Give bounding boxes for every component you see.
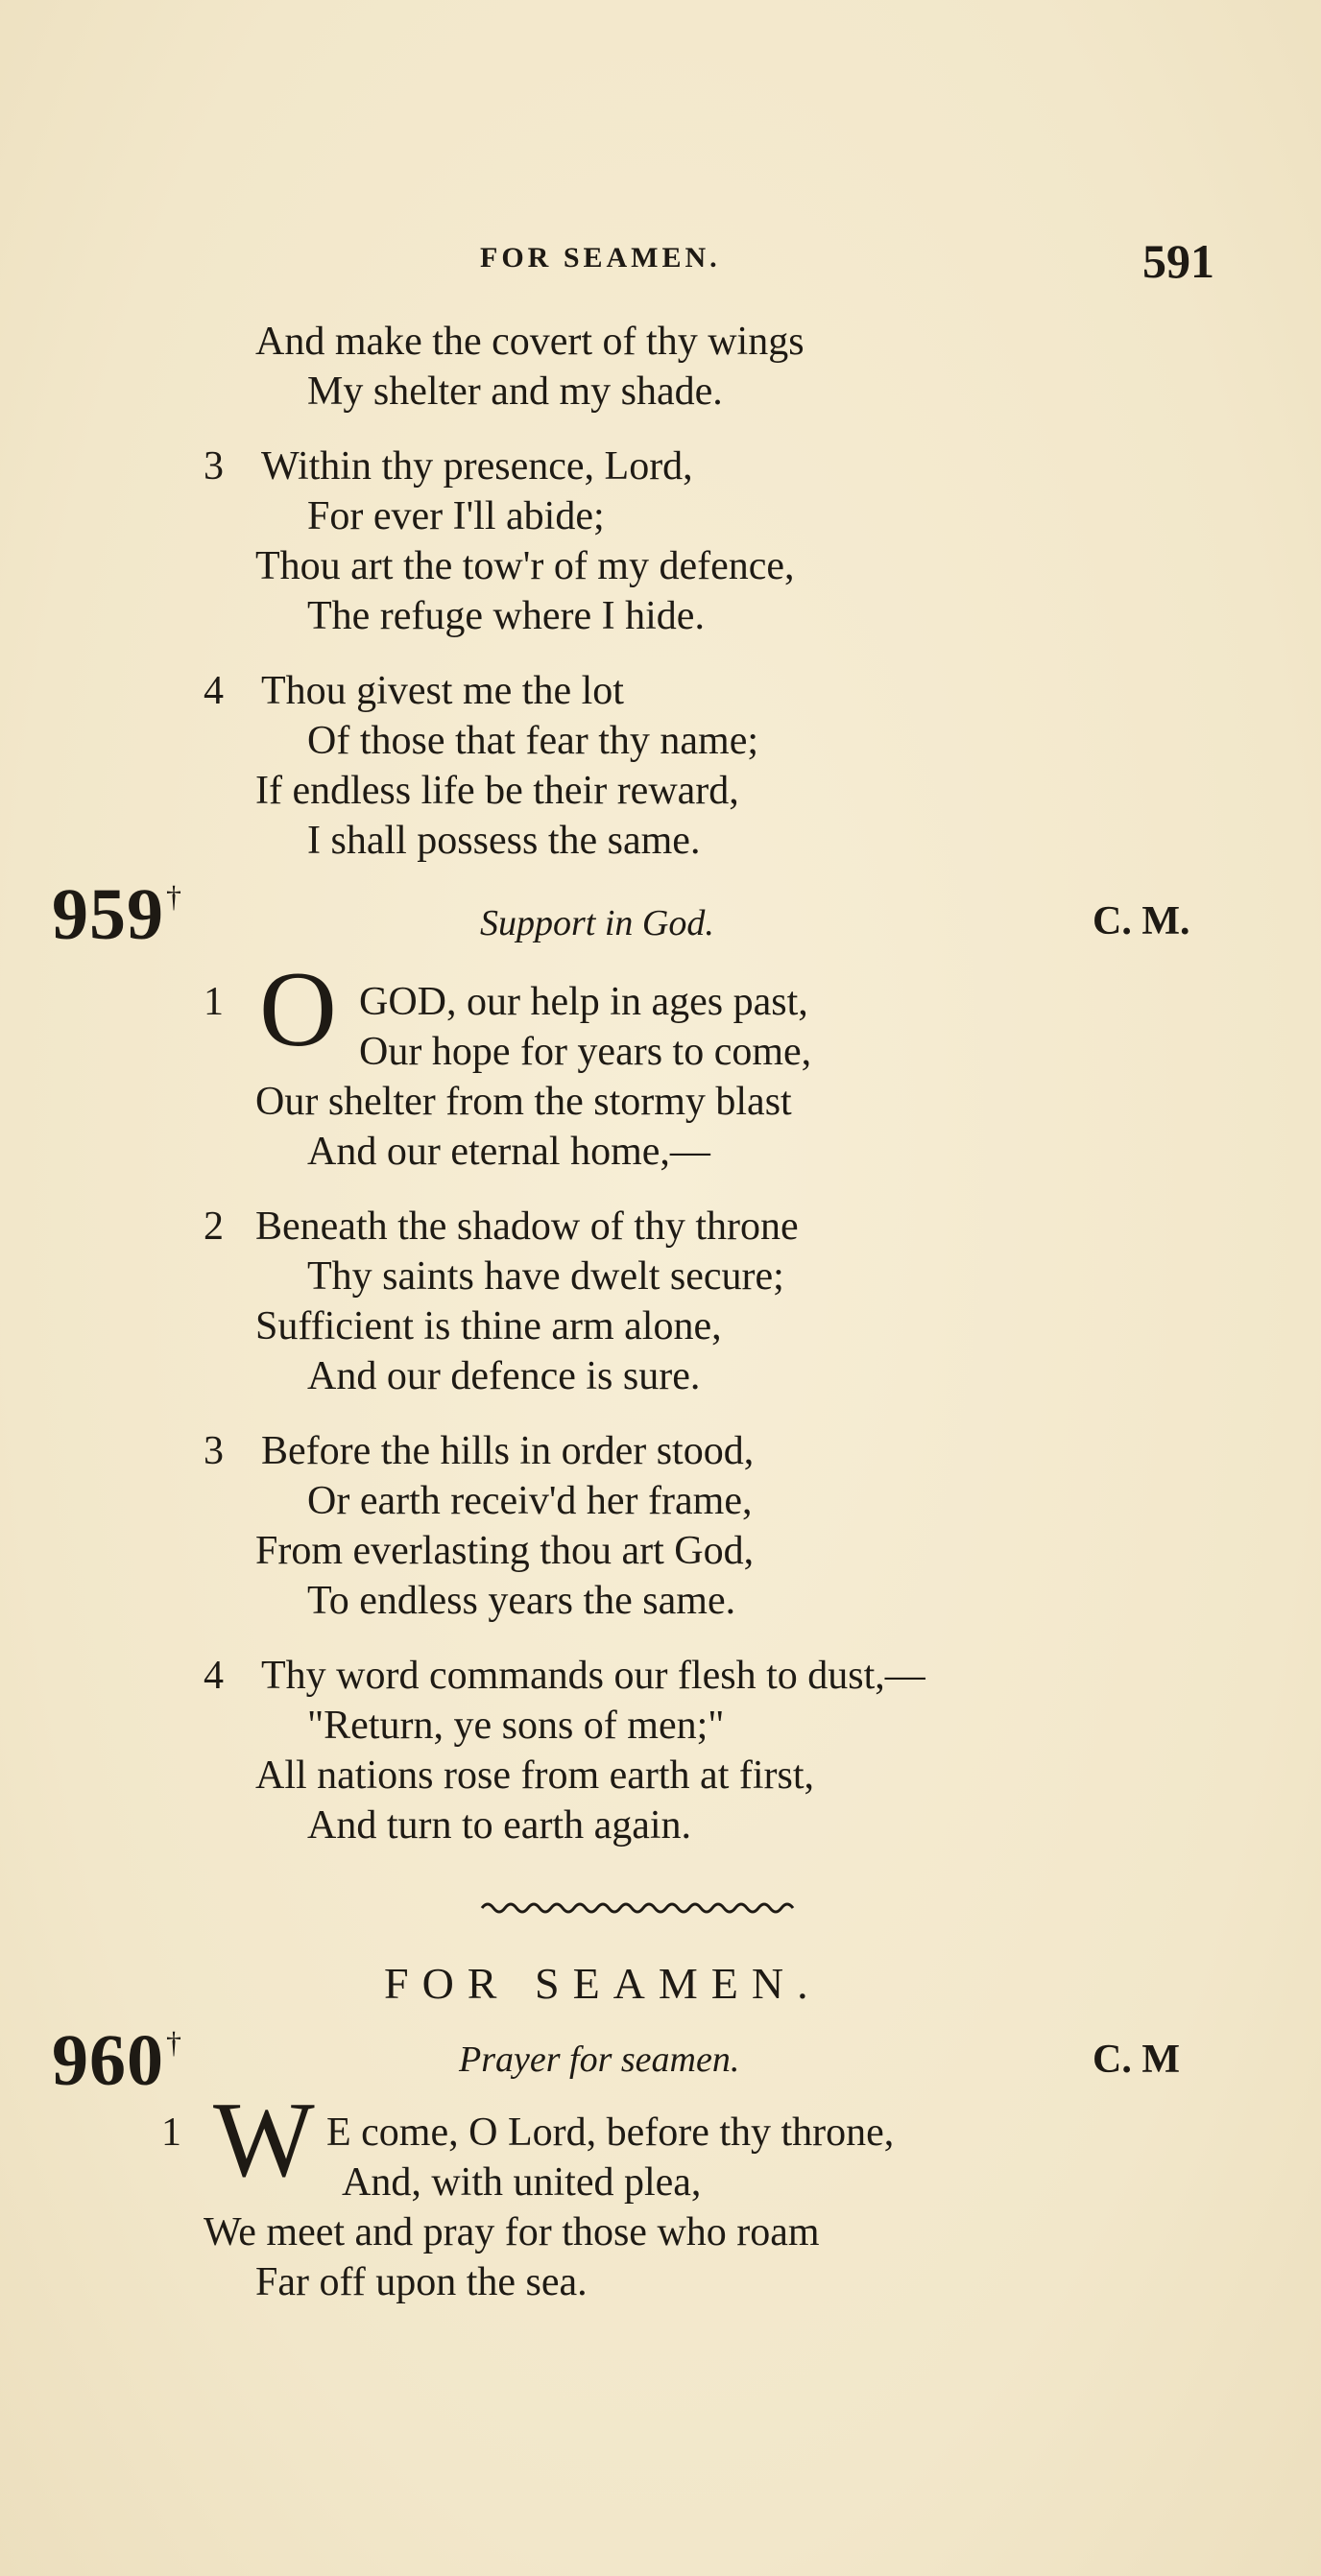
verse-line: Or earth receiv'd her frame, [307,1479,753,1523]
verse-line: From everlasting thou art God, [255,1529,755,1573]
verse-line: Beneath the shadow of thy throne [255,1205,799,1249]
verse-line: Thy word commands our flesh to dust,— [261,1654,925,1698]
verse-line: Thy saints have dwelt secure; [307,1254,784,1299]
verse-line: Thou givest me the lot [261,669,624,713]
stanza-number: 4 [204,669,224,713]
verse-line: We meet and pray for those who roam [204,2210,820,2254]
verse-line: Our shelter from the stormy blast [255,1080,792,1124]
hymn-number [52,873,182,957]
stanza-number: 3 [204,1429,224,1473]
dagger-mark: † [166,879,182,914]
drop-cap: W [213,2081,315,2200]
running-head: FOR SEAMEN. [480,242,721,274]
verse-line: And our defence is sure. [307,1354,701,1398]
stanza-number: 1 [161,2111,181,2155]
hymn-title: Support in God. [480,903,714,943]
verse-line: For ever I'll abide; [307,494,605,538]
stanza-number: 3 [204,444,224,489]
verse-line: To endless years the same. [307,1579,736,1623]
hymn-meter: C. M [1093,2038,1180,2082]
verse-line: Far off upon the sea. [255,2260,588,2304]
verse-line: If endless life be their reward, [255,769,739,813]
verse-line: Our hope for years to come, [359,1030,812,1074]
hymn-number [52,2019,182,2103]
verse-line: The refuge where I hide. [307,594,705,638]
verse-line: All nations rose from earth at first, [255,1753,815,1798]
verse-line: I shall possess the same. [307,819,701,863]
verse-line: Sufficient is thine arm alone, [255,1304,722,1348]
verse-line: Of those that fear thy name; [307,719,758,763]
hymn-number-value: 960 [52,2020,164,2101]
verse-line: Thou art the tow'r of my defence, [255,544,795,588]
stanza-number: 2 [204,1205,224,1249]
verse-line: And our eternal home,— [307,1130,710,1174]
verse-line: Before the hills in order stood, [261,1429,755,1473]
verse-line: Within thy presence, Lord, [261,444,693,489]
stanza-number: 1 [204,980,224,1024]
verse-line: My shelter and my shade. [307,370,723,414]
hymn-title: Prayer for seamen. [459,2039,740,2080]
ornamental-divider [480,1898,799,1918]
verse-line: E come, O Lord, before thy throne, [326,2111,895,2155]
verse-line: And turn to earth again. [307,1803,692,1848]
hymn-number-value: 959 [52,874,164,955]
verse-line: GOD, our help in ages past, [359,980,808,1024]
hymn-meter: C. M. [1093,899,1190,943]
drop-cap: O [259,950,337,1069]
page-number: 591 [1142,234,1214,288]
verse-line: And, with united plea, [342,2160,702,2205]
stanza-number: 4 [204,1654,224,1698]
verse-line: And make the covert of thy wings [255,320,805,364]
section-heading: FOR SEAMEN. [384,1959,822,2008]
dagger-mark: † [166,2025,182,2060]
verse-line: "Return, ye sons of men;" [307,1704,725,1748]
